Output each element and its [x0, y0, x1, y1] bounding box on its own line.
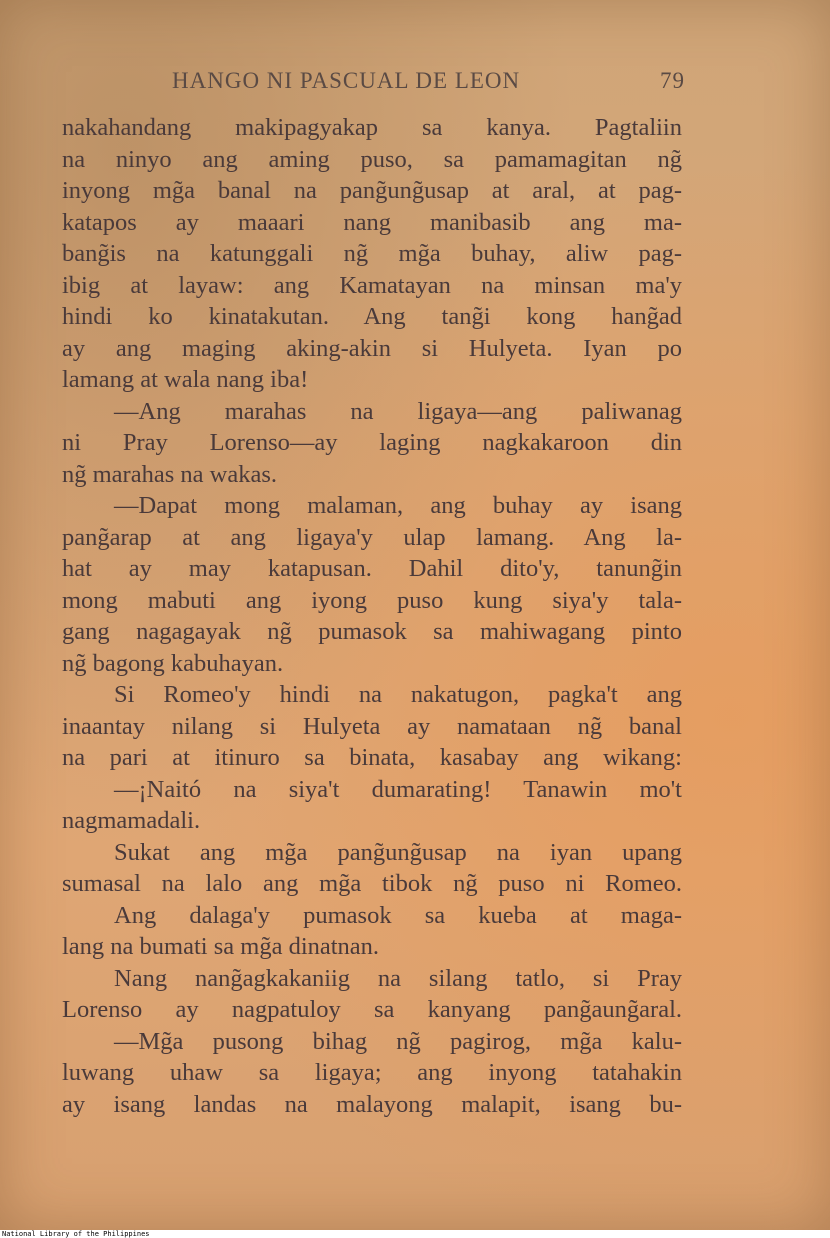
text-line: —Mg̃a pusong bihag ng̃ pagirog, mg̃a kalu- [114, 1027, 682, 1055]
text-line: —Ang marahas na ligaya—ang paliwanag [114, 397, 682, 425]
text-line: ni Pray Lorenso—ay laging nagkakaroon din [62, 429, 682, 456]
text-line: hat ay may katapusan. Dahil dito'y, tanung̃in [62, 555, 682, 582]
text-line: nagmamadali. [62, 807, 201, 834]
text-line: inyong mg̃a banal na pang̃ung̃usap at aral, at pag- [62, 177, 682, 204]
text-line: na pari at itinuro sa binata, kasabay ang wikang: [62, 744, 682, 771]
text-line: Lorenso ay nagpatuloy sa kanyang pang̃aung̃aral. [62, 996, 682, 1023]
text-line: Sukat ang mg̃a pang̃ung̃usap na iyan upang [114, 838, 682, 866]
running-title: HANGO NI PASCUAL DE LEON [172, 68, 521, 93]
text-line: katapos ay maaari nang manibasib ang ma- [62, 208, 682, 236]
text-line: inaantay nilang si Hulyeta ay namataan ng̃ banal [62, 712, 682, 740]
text-line: gang nagagayak ng̃ pumasok sa mahiwagang pinto [62, 618, 682, 645]
page-number: 79 [660, 68, 685, 93]
text-line: ay ang maging aking-akin si Hulyeta. Iyan po [62, 334, 682, 362]
text-line: lamang at wala nang iba! [62, 366, 309, 393]
text-line: na ninyo ang aming puso, sa pamamagitan ng̃ [62, 145, 682, 173]
text-line: Nang nang̃agkakaniig na silang tatlo, si Pray [114, 964, 682, 992]
page-header [60, 68, 685, 98]
text-line: hindi ko kinatakutan. Ang tang̃i kong hang̃ad [62, 303, 682, 330]
text-line: nakahandang makipagyakap sa kanya. Pagtaliin [62, 114, 682, 141]
text-line: —Dapat mong malaman, ang buhay ay isang [114, 492, 682, 519]
text-line: —¡Naitó na siya't dumarating! Tanawin mo't [114, 775, 682, 803]
library-credit: National Library of the Philippines [2, 1230, 150, 1238]
text-line: ng̃ marahas na wakas. [62, 460, 277, 488]
text-line: pang̃arap at ang ligaya'y ulap lamang. Ang la- [62, 523, 682, 551]
text-line: sumasal na lalo ang mg̃a tibok ng̃ puso ni Romeo. [62, 870, 682, 897]
text-line: Ang dalaga'y pumasok sa kueba at maga- [114, 901, 682, 929]
body-text [62, 112, 682, 1120]
text-line: ibig at layaw: ang Kamatayan na minsan ma'y [62, 271, 682, 299]
text-line: lang na bumati sa mg̃a dinatnan. [62, 933, 380, 960]
text-line: Si Romeo'y hindi na nakatugon, pagka't ang [114, 681, 682, 708]
text-line: ay isang landas na malayong malapit, isang bu- [62, 1090, 682, 1118]
text-line: mong mabuti ang iyong puso kung siya'y tala- [62, 586, 682, 614]
text-line: luwang uhaw sa ligaya; ang inyong tatahakin [62, 1059, 682, 1086]
text-line: ng̃ bagong kabuhayan. [62, 649, 284, 677]
text-line: bang̃is na katunggali ng̃ mg̃a buhay, aliw pag- [62, 240, 682, 267]
